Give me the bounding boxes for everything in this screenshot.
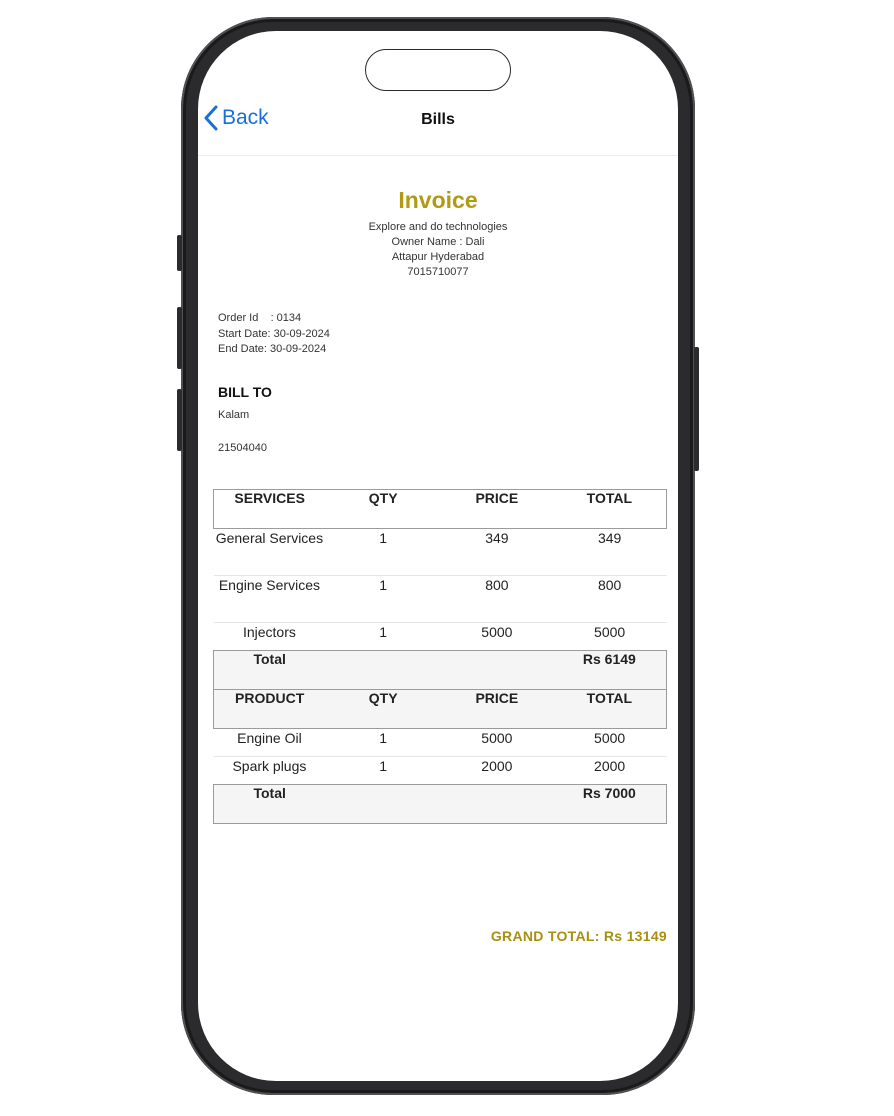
bill-to-label: BILL TO — [218, 384, 272, 400]
customer-phone: 21504040 — [218, 442, 267, 454]
start-date: Start Date: 30-09-2024 — [218, 327, 330, 340]
service-total: 349 — [553, 529, 667, 576]
nav-bar — [198, 101, 678, 156]
product-qty: 1 — [325, 729, 441, 757]
services-total-value: Rs 6149 — [553, 651, 667, 690]
product-qty: 1 — [379, 758, 388, 774]
order-id: Order Id : 0134 — [218, 312, 302, 324]
product-name: Engine Oil — [214, 729, 326, 757]
service-price: 5000 — [481, 624, 513, 640]
customer-name: Kalam — [218, 409, 250, 421]
total-header: TOTAL — [553, 690, 667, 729]
product-price: 2000 — [481, 758, 513, 774]
price-header: PRICE — [441, 690, 553, 729]
service-total: 5000 — [594, 624, 626, 640]
table-row — [214, 729, 667, 757]
phone-frame — [181, 17, 695, 1095]
service-name: Engine Services — [214, 576, 326, 623]
services-header: SERVICES — [214, 490, 326, 529]
table-row — [214, 576, 667, 623]
dynamic-island — [365, 49, 511, 91]
power-button — [694, 347, 699, 471]
page-title: Bills — [421, 111, 455, 128]
services-total-label: Total — [214, 651, 326, 690]
service-qty: 1 — [325, 576, 441, 623]
invoice-title: Invoice — [398, 187, 478, 213]
services-header-row — [214, 490, 667, 529]
volume-up-button — [177, 307, 182, 369]
products-total-row — [214, 785, 667, 824]
order-meta — [218, 311, 330, 358]
service-price: 349 — [441, 529, 553, 576]
total-header: TOTAL — [553, 490, 667, 529]
action-button — [177, 235, 182, 271]
services-total-row — [214, 651, 667, 690]
table-row — [214, 623, 667, 651]
service-name: Injectors — [242, 624, 296, 640]
company-name: Explore and do technologies — [368, 221, 508, 233]
company-phone: 7015710077 — [407, 266, 469, 278]
table-row — [214, 757, 667, 785]
back-label: Back — [222, 106, 269, 129]
end-date: End Date: 30-09-2024 — [218, 343, 327, 355]
company-address: Attapur Hyderabad — [391, 251, 485, 263]
products-total-value: Rs 7000 — [553, 785, 667, 824]
service-total: 800 — [553, 576, 667, 623]
qty-header: QTY — [325, 490, 441, 529]
product-price: 5000 — [441, 729, 553, 757]
products-total-label: Total — [214, 785, 326, 824]
service-qty: 1 — [325, 529, 441, 576]
product-name: Spark plugs — [232, 758, 307, 774]
phone-screen — [198, 31, 678, 1081]
product-total: 5000 — [553, 729, 667, 757]
service-qty: 1 — [379, 624, 388, 640]
product-header: PRODUCT — [214, 690, 326, 729]
service-price: 800 — [441, 576, 553, 623]
products-header-row — [214, 690, 667, 729]
qty-header: QTY — [325, 690, 441, 729]
volume-down-button — [177, 389, 182, 451]
table-row — [214, 529, 667, 576]
grand-total: GRAND TOTAL: Rs 13149 — [490, 928, 667, 944]
service-name: General Services — [214, 529, 326, 576]
price-header: PRICE — [441, 490, 553, 529]
product-total: 2000 — [594, 758, 626, 774]
owner-name: Owner Name : Dali — [391, 236, 485, 248]
invoice-table — [213, 489, 667, 824]
company-info — [198, 220, 678, 280]
